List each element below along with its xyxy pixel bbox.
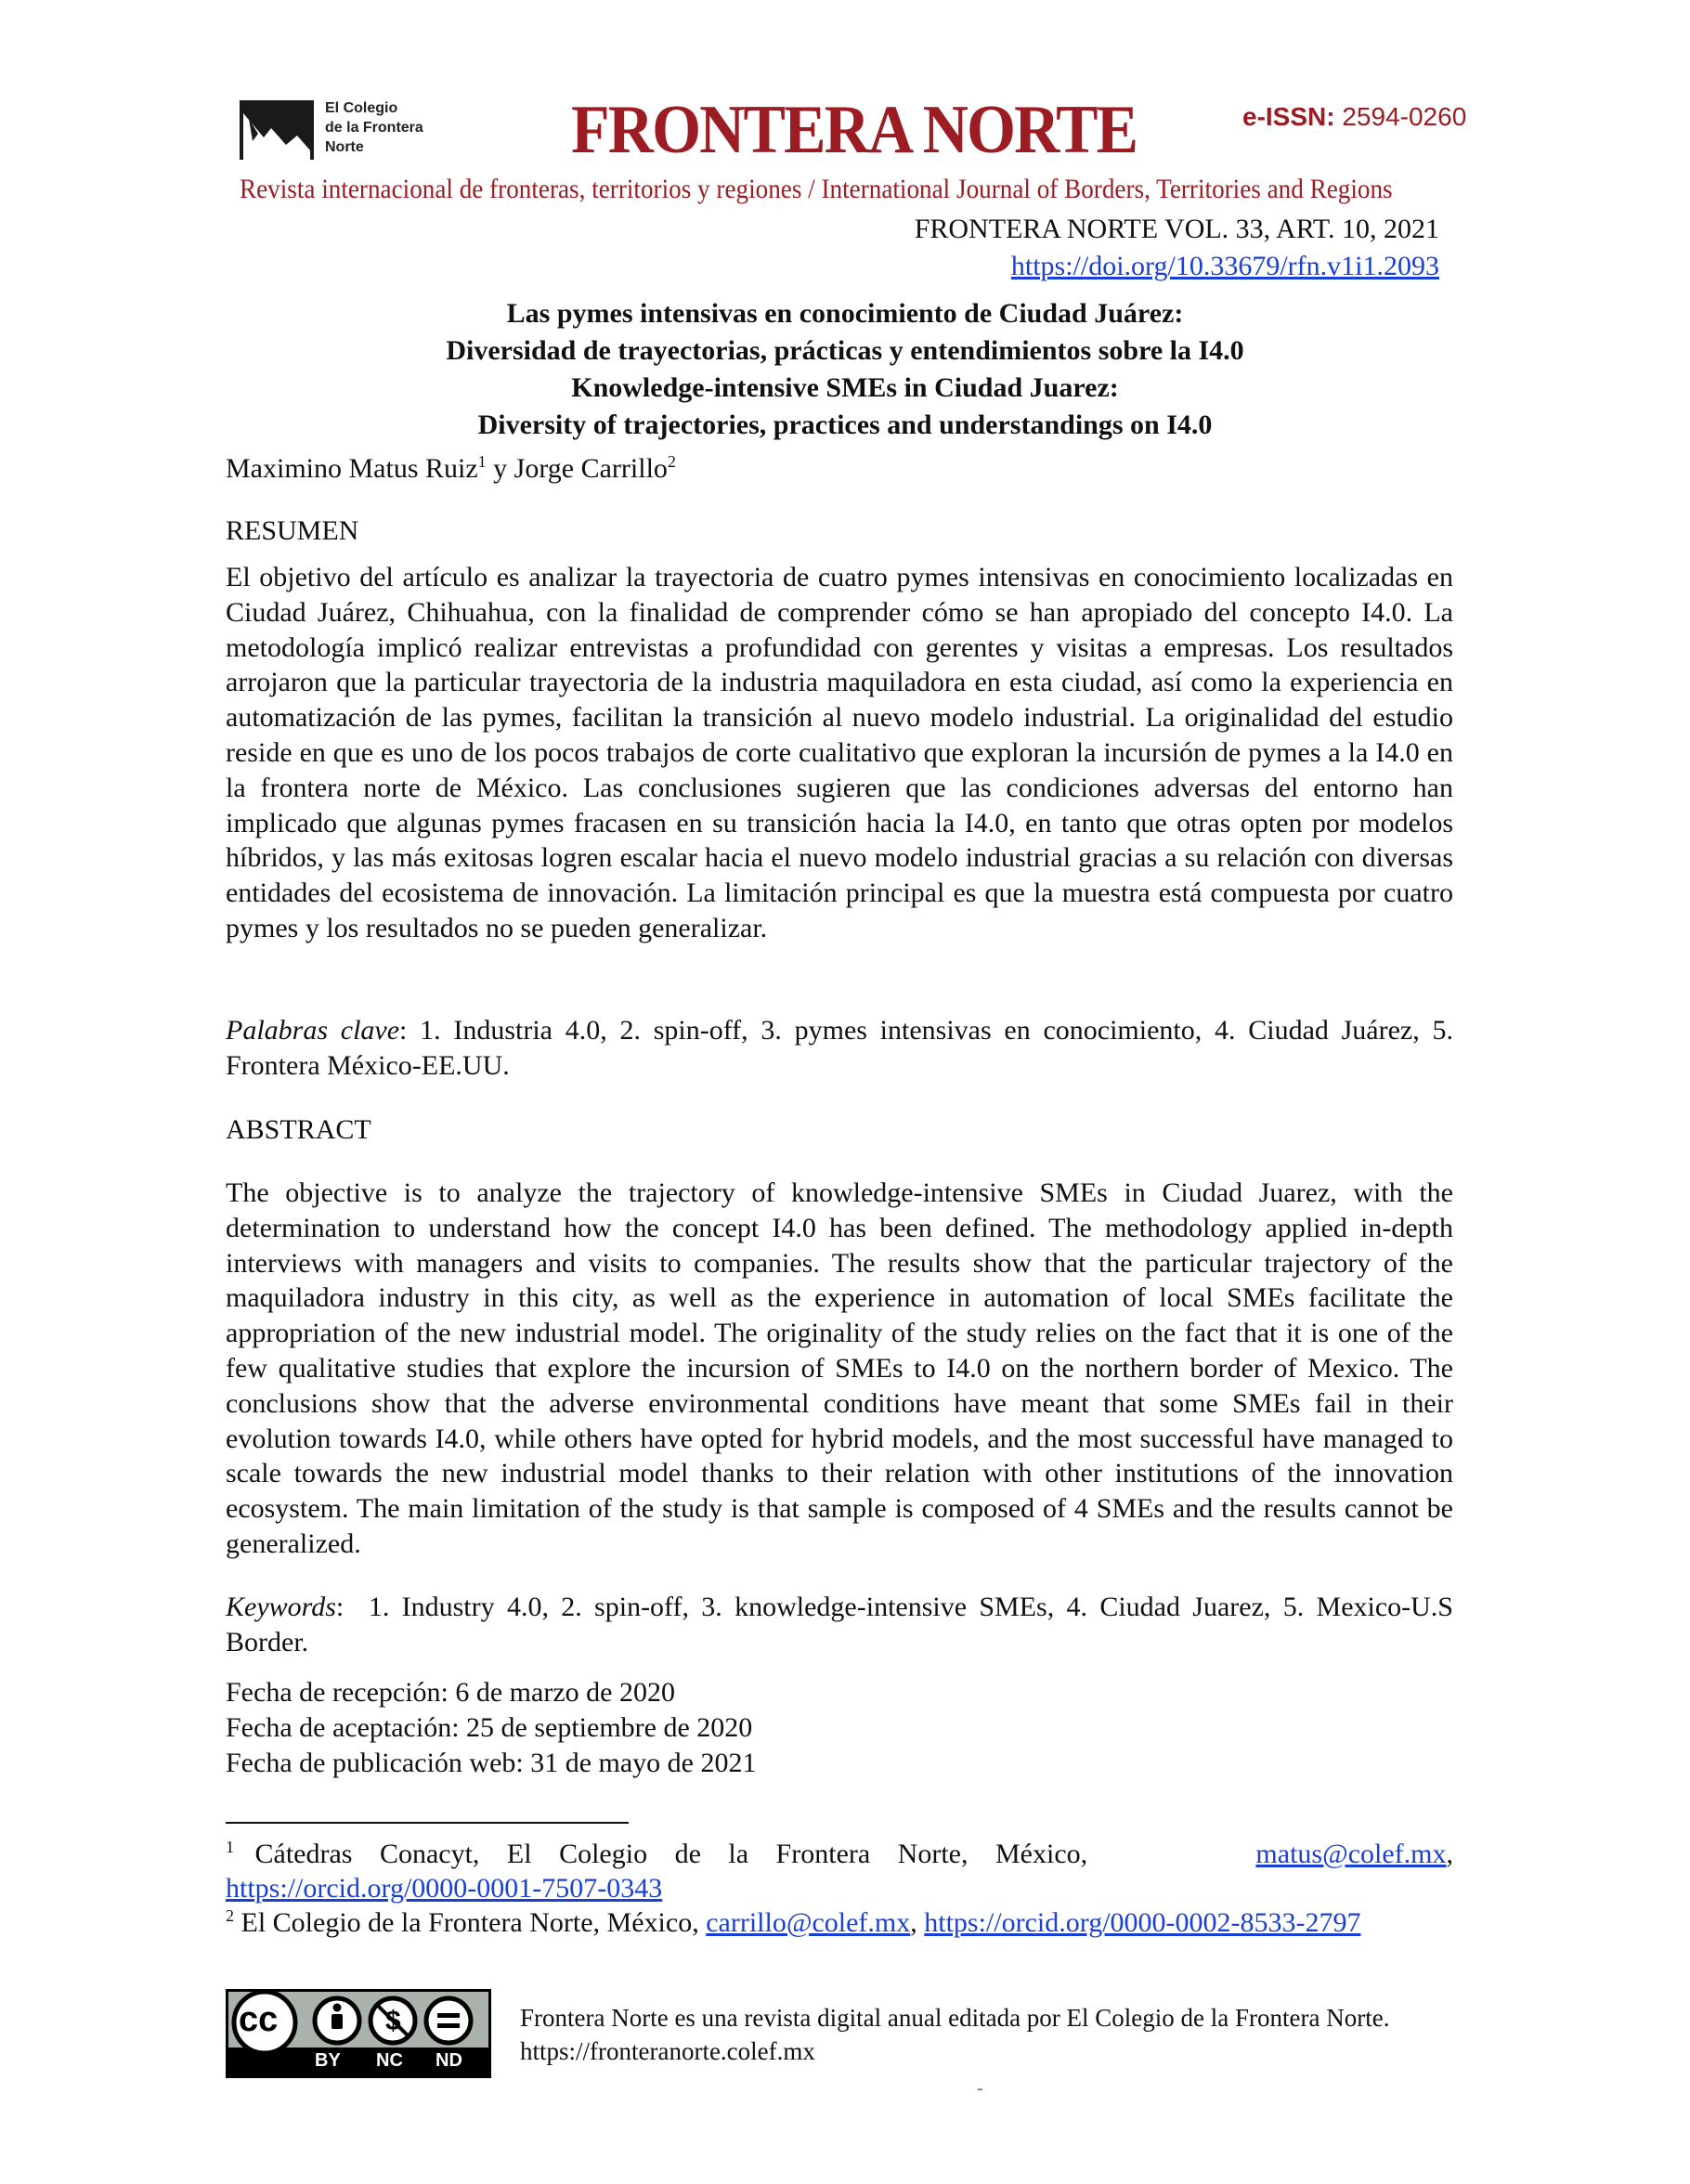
date-received: Fecha de recepción: 6 de marzo de 2020 [226, 1677, 675, 1708]
footnote-2-email-link[interactable]: carrillo@colef.mx [706, 1907, 911, 1938]
keywords-es: : 1. Industria 4.0, 2. spin-off, 3. pymes intensivas en conocimiento, 4. Ciudad Juárez, 5. Frontera México-EE.UU. [226, 1015, 1453, 1081]
issn-value: 2594-0260 [1342, 102, 1467, 131]
resumen-heading: RESUMEN [226, 515, 359, 546]
author-1: Maximino Matus Ruiz [226, 453, 478, 484]
journal-title: FRONTERA NORTE [571, 92, 1138, 168]
author-2: Jorge Carrillo [514, 453, 668, 484]
title-en-line-1: Knowledge-intensive SMEs in Ciudad Juarez: [571, 372, 1119, 403]
footnote-2-separator: , [910, 1907, 925, 1938]
abstract-keywords [226, 1590, 1461, 1660]
footnote-1-orcid-link[interactable]: https://orcid.org/0000-0001-7507-0343 [226, 1873, 663, 1904]
article-title [240, 295, 1450, 444]
footnote-2-orcid-link[interactable]: https://orcid.org/0000-0002-8533-2797 [924, 1907, 1361, 1938]
logo-line-2: de la Frontera [325, 120, 423, 136]
logo-text [325, 98, 423, 157]
logo-line-3: Norte [325, 139, 364, 155]
doi-link[interactable]: https://doi.org/10.33679/rfn.v1i1.2093 [1010, 251, 1439, 281]
title-es-line-2: Diversidad de trayectorias, prácticas y entendimientos sobre la I4.0 [446, 335, 1244, 366]
colef-logo-icon [240, 100, 314, 160]
authors [226, 453, 676, 485]
resumen-text: El objetivo del artículo es analizar la trayectoria de cuatro pymes intensivas en conocimiento localizadas en Ciudad Juárez, Chihuahua, con la finalidad de comprender cómo se han apropiado del concepto I4.0. La metodología implicó realizar entrevistas a profundidad con gerentes y visitas a empresas. Los resultados arrojaron que la particular trayectoria de la industria maquiladora en esta ciudad, así como la experiencia en automatización de las pymes, facilitan la transición al nuevo modelo industrial. La originalidad del estudio reside en que es uno de los pocos trabajos de corte cualitativo que exploran la incursión de pymes a la I4.0 en la frontera norte de México. Las conclusiones sugieren que las condiciones adversas del entorno han implicado que algunas pymes fracasen en su transición hacia la I4.0, en tanto que otras opten por modelos híbridos, y las más exitosas logren escalar hacia el nuevo modelo industrial gracias a su relación con diversas entidades del ecosistema de innovación. La limitación principal es que la muestra está compuesta por cuatro pymes y los resultados no se pueden generalizar. [226, 562, 1453, 943]
publication-dates [226, 1675, 757, 1781]
dollar-icon: $ [385, 2006, 401, 2036]
license-text [520, 2001, 1389, 2068]
author-1-footnote-ref[interactable]: 1 [477, 452, 487, 471]
license-line-1: Frontera Norte es una revista digital anual editada por El Colegio de la Frontera Norte. [520, 2004, 1390, 2032]
cc-label: cc [239, 2000, 279, 2039]
author-2-footnote-ref[interactable]: 2 [667, 452, 676, 471]
badge-by: BY [315, 2050, 341, 2071]
abstract-heading: ABSTRACT [226, 1114, 371, 1145]
logo-line-1: El Colegio [325, 100, 398, 116]
journal-subtitle: Revista internacional de fronteras, territorios y regiones / International Journal of Borders, Territories and Regions [240, 174, 1393, 204]
journal-website[interactable]: https://fronteranorte.colef.mx [520, 2037, 815, 2065]
cc-license-badge[interactable] [226, 1989, 491, 2078]
issn [1242, 102, 1466, 132]
title-es-line-1: Las pymes intensivas en conocimiento de Ciudad Juárez: [506, 298, 1184, 329]
footnote-1-comma: , [1446, 1839, 1453, 1869]
footnote-2 [226, 1905, 1453, 1940]
resumen-keywords [226, 1013, 1453, 1084]
title-en-line-2: Diversity of trajectories, practices and understandings on I4.0 [477, 410, 1213, 440]
footnote-1-number: 1 [226, 1838, 234, 1856]
abstract-text: The objective is to analyze the trajectory of knowledge-intensive SMEs in Ciudad Juarez, with the determination to understand how the concept I4.0 has been defined. The methodology applied in-depth interviews with managers and visits to companies. The results show that the particular trajectory of the maquiladora industry in this city, as well as the experience in automation of local SMEs facilitate the appropriation of the new industrial model. The originality of the study relies on the fact that it is one of the few qualitative studies that explore the incursion of SMEs to I4.0 on the northern border of Mexico. The conclusions show that the adverse environmental conditions have meant that some SMEs fail in their evolution towards I4.0, while others have opted for hybrid models, and the most successful have managed to scale towards the new industrial model thanks to their relation with other institutions of the innovation ecosystem. The main limitation of the study is that sample is composed of 4 SMEs and the results cannot be generalized. [226, 1177, 1453, 1559]
footnote-2-text: El Colegio de la Frontera Norte, México, [234, 1907, 707, 1938]
date-accepted: Fecha de aceptación: 25 de septiembre de 2020 [226, 1712, 753, 1743]
issn-label: e-ISSN: [1242, 102, 1335, 131]
institution-logo [240, 97, 425, 162]
footnote-1-text: Cátedras Conacyt, El Colegio de la Frontera Norte, México, [254, 1839, 1088, 1869]
keywords-label-es: Palabras clave [226, 1015, 400, 1046]
volume-info: FRONTERA NORTE VOL. 33, ART. 10, 2021 [914, 214, 1439, 244]
footnote-1 [226, 1837, 1453, 1905]
page-mark: - [977, 2078, 983, 2099]
date-published: Fecha de publicación web: 31 de mayo de 2021 [226, 1748, 757, 1778]
footnote-2-number: 2 [226, 1906, 234, 1925]
badge-nd: ND [436, 2050, 462, 2071]
keywords-label-en: Keywords [226, 1592, 336, 1622]
keywords-en: : 1. Industry 4.0, 2. spin-off, 3. knowledge-intensive SMEs, 4. Ciudad Juarez, 5. Mexico-U.S Border. [226, 1592, 1461, 1658]
footnote-divider [226, 1822, 629, 1824]
author-join: y [486, 453, 514, 484]
footnote-1-email-link[interactable]: matus@colef.mx [1255, 1839, 1447, 1869]
badge-nc: NC [376, 2050, 403, 2071]
